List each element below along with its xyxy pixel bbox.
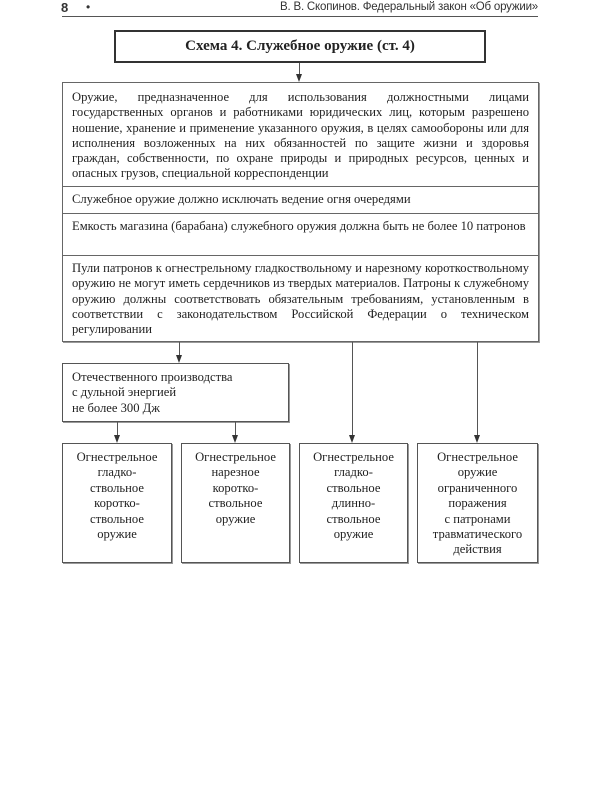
arrow-head-icon — [296, 74, 302, 82]
leaf-line: оружие — [333, 527, 374, 542]
domestic-line: не более 300 Дж — [72, 400, 160, 415]
header-bullet: • — [86, 0, 91, 14]
domestic-line: Отечественного производства — [72, 370, 233, 384]
definition-cell: Оружие, предназначенное для использования должностными лицами государственных органов и работниками юридических лиц, которым разрешено ношение, хранение и применение указанного оружия, в целях самообороны или для исполнения возложенных на них обязанностей по защите жизни и здоровья граждан, собственности, по охране природы и природных ресурсов, ценных и опасных грузов, специальной корреспонденции — [72, 90, 529, 181]
leaf-smoothbore-long — [299, 443, 408, 563]
leaf-line: Огнестрельное — [313, 450, 394, 464]
cartridge-requirements-cell: Пули патронов к огнестрельному гладкоствольному и нарезному короткоствольному оружию не могут иметь сердечников из твердых материалов. Патроны к служебному оружию должны соответствовать обязательным требованиям, установленным в соответствии с законодательством Российской Федерации о техническом регулировании — [63, 255, 538, 343]
leaf-line: коротко- — [212, 480, 259, 495]
diagram-title: Схема 4. Служебное оружие (ст. 4) — [185, 38, 415, 54]
leaf-line: оружие — [215, 511, 256, 526]
arrow-head-icon — [232, 435, 238, 443]
leaf-smoothbore-short — [62, 443, 172, 563]
leaf-line: ствольное — [208, 496, 263, 511]
connector-main-domestic — [179, 342, 180, 355]
definition-box — [62, 82, 539, 342]
running-title: В. В. Скопинов. Федеральный закон «Об оружии» — [280, 1, 538, 13]
leaf-line: Огнестрельное — [76, 450, 158, 464]
connector-main-leaf3 — [352, 342, 353, 435]
leaf-line: поражения — [448, 496, 507, 511]
domestic-production-box — [62, 363, 289, 422]
arrow-head-icon — [474, 435, 480, 443]
arrow-head-icon — [349, 435, 355, 443]
leaf-line: ствольное — [90, 511, 144, 526]
leaf-rifled-short — [181, 443, 290, 563]
leaf-line: ограниченного — [437, 480, 518, 495]
leaf-line: оружие — [97, 527, 137, 542]
connector-domestic-leaf2 — [235, 422, 236, 435]
leaf-line: ствольное — [90, 480, 144, 495]
leaf-line: гладко- — [97, 465, 137, 480]
header-rule — [62, 16, 538, 17]
leaf-line: Огнестрельное — [437, 450, 518, 464]
magazine-capacity-cell: Емкость магазина (барабана) служебного оружия должна быть не более 10 патронов — [63, 213, 538, 255]
connector-main-leaf4 — [477, 342, 478, 435]
page-number: 8 — [61, 0, 69, 15]
burst-fire-cell: Служебное оружие должно исключать ведение огня очередями — [63, 186, 538, 213]
leaf-limited-damage — [417, 443, 538, 563]
leaf-line: коротко- — [94, 496, 140, 511]
leaf-line: нарезное — [211, 465, 260, 480]
domestic-line: с дульной энергией — [72, 385, 177, 400]
leaf-line: ствольное — [326, 511, 381, 526]
diagram-title-box — [114, 30, 486, 63]
arrow-head-icon — [176, 355, 182, 363]
leaf-line: травматического — [432, 527, 523, 542]
leaf-line: оружие — [457, 465, 498, 480]
leaf-line: с патронами — [444, 511, 511, 526]
arrow-head-icon — [114, 435, 120, 443]
leaf-line: гладко- — [334, 465, 373, 480]
leaf-line: ствольное — [326, 480, 381, 495]
connector-domestic-leaf1 — [117, 422, 118, 435]
leaf-line: Огнестрельное — [195, 450, 276, 464]
leaf-line: длинно- — [331, 496, 376, 511]
leaf-line: действия — [453, 542, 502, 557]
